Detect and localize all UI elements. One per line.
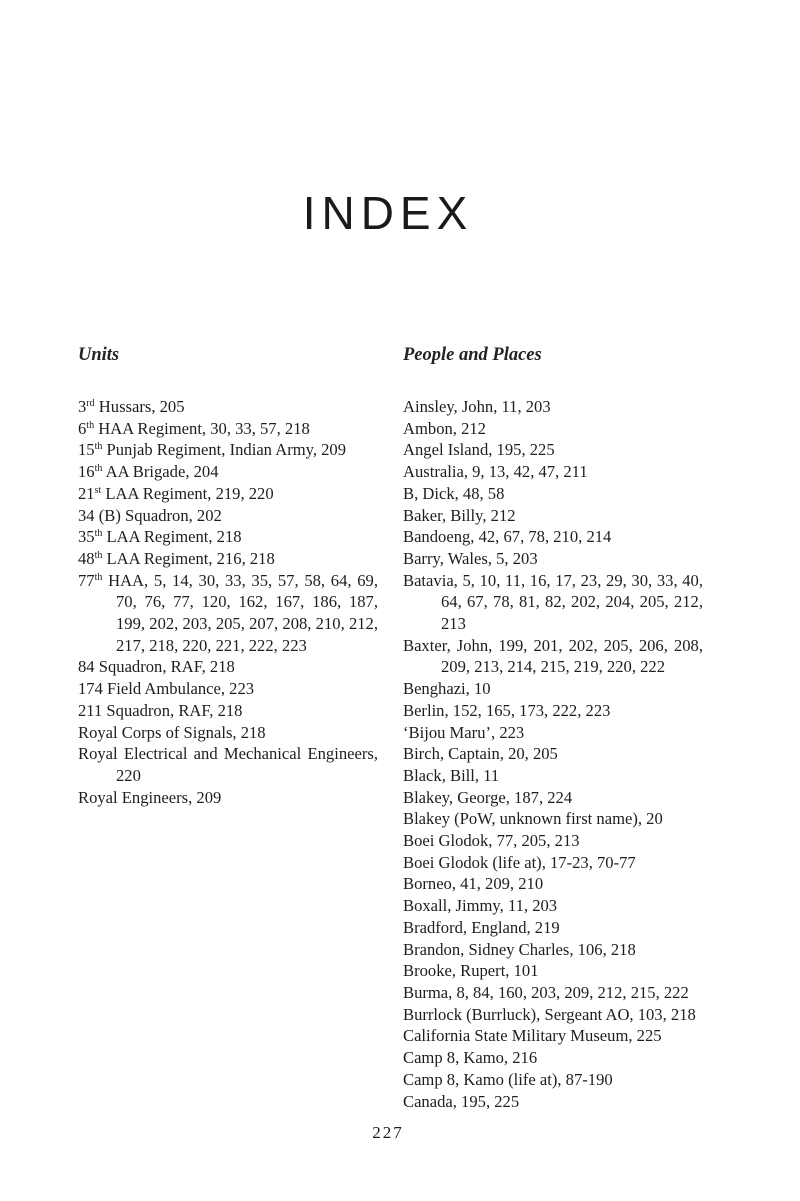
index-entry: Birch, Captain, 20, 205 [403,744,558,764]
entry-ordinal-suffix: th [94,463,103,475]
index-entry [78,570,378,657]
entry-ordinal-suffix: th [94,528,103,540]
entry-ordinal: 21 [78,483,95,503]
people-places-heading: People and Places [403,345,542,365]
index-entry: Bradford, England, 219 [403,917,560,937]
index-entry: Australia, 9, 13, 42, 47, 211 [403,462,588,482]
index-entry [78,439,378,461]
entry-ordinal: 48 [78,548,95,568]
entry-text: Punjab Regiment, Indian Army, 209 [102,440,347,460]
entry-text: HAA, 5, 14, 30, 33, 35, 57, 58, 64, 69, 70, 76, 77, 120, 162, 167, 186, 187, 199, 202, 203, 205, 207, 208, 210, 212, 217, 218, 220, 221, 222, 223 [102,570,378,655]
index-entry [78,678,378,700]
entry-text: 211 Squadron, RAF, 218 [78,700,243,720]
entry-text: 84 Squadron, RAF, 218 [78,657,235,677]
entry-ordinal-suffix: st [94,484,102,496]
entry-text: LAA Regiment, 216, 218 [102,548,275,568]
entry-ordinal: 16 [78,462,95,482]
index-entry: Barry, Wales, 5, 203 [403,548,538,568]
entry-text: AA Brigade, 204 [102,462,219,482]
index-entry: Benghazi, 10 [403,679,491,699]
entry-ordinal: 6 [78,418,87,438]
index-entry: Blakey, George, 187, 224 [403,787,573,807]
entry-text: Royal Engineers, 209 [78,787,222,807]
index-entry [78,548,378,570]
entry-ordinal-suffix: th [94,571,103,583]
index-entry [78,526,378,548]
index-entry: B, Dick, 48, 58 [403,483,505,503]
index-entry [78,418,378,440]
units-column [78,342,378,808]
index-entry: California State Military Museum, 225 [403,1026,662,1046]
index-entry: Bandoeng, 42, 67, 78, 210, 214 [403,527,612,547]
page-title: INDEX [302,186,474,239]
index-entry: Burma, 8, 84, 160, 203, 209, 212, 215, 222 [403,982,689,1002]
index-entry: Batavia, 5, 10, 11, 16, 17, 23, 29, 30, 33, 40, 64, 67, 78, 81, 82, 202, 204, 205, 212, 213 [403,570,703,634]
entry-ordinal-suffix: th [94,549,103,561]
entry-text: Hussars, 205 [94,397,185,416]
people-places-entry-list [403,396,703,1112]
entry-ordinal: 3 [78,397,87,416]
index-entry: Blakey (PoW, unknown first name), 20 [403,809,663,829]
index-entry: Boei Glodok, 77, 205, 213 [403,831,580,851]
index-entry: Berlin, 152, 165, 173, 222, 223 [403,700,611,720]
index-entry: Brooke, Rupert, 101 [403,961,539,981]
entry-ordinal-suffix: rd [86,398,95,409]
entry-ordinal-suffix: th [94,441,103,453]
index-entry: Camp 8, Kamo, 216 [403,1048,538,1068]
index-entry: Burrlock (Burrluck), Sergeant AO, 103, 218 [403,1004,696,1024]
index-entry [78,700,378,722]
index-entry: ‘Bijou Maru’, 223 [403,722,525,742]
units-heading: Units [78,345,120,365]
entry-text: 34 (B) Squadron, 202 [78,505,222,525]
index-entry [78,787,378,809]
index-entry: Ambon, 212 [403,418,486,438]
entry-text: HAA Regiment, 30, 33, 57, 218 [94,418,310,438]
index-entry: Black, Bill, 11 [403,765,500,785]
index-entry [78,396,378,418]
index-entry: Baxter, John, 199, 201, 202, 205, 206, 208, 209, 213, 214, 215, 219, 220, 222 [403,635,703,677]
people-places-column [403,342,703,1112]
index-entry: Angel Island, 195, 225 [403,440,555,460]
units-entry-list [78,396,378,808]
entry-text: 174 Field Ambulance, 223 [78,679,255,699]
index-entry [78,505,378,527]
page-number: 227 [372,1123,404,1142]
entry-text: Royal Corps of Signals, 218 [78,722,266,742]
index-entry: Camp 8, Kamo (life at), 87-190 [403,1069,613,1089]
index-entry: Ainsley, John, 11, 203 [403,397,551,416]
index-entry [78,743,378,786]
index-entry: Borneo, 41, 209, 210 [403,874,544,894]
index-entry [78,656,378,678]
entry-ordinal: 15 [78,440,95,460]
index-entry: Brandon, Sidney Charles, 106, 218 [403,939,636,959]
index-entry [78,461,378,483]
entry-ordinal: 35 [78,527,95,547]
index-entry [78,483,378,505]
index-entry: Boxall, Jimmy, 11, 203 [403,896,558,916]
index-entry [78,722,378,744]
index-entry: Baker, Billy, 212 [403,505,516,525]
entry-ordinal: 77 [78,570,95,590]
entry-ordinal-suffix: th [86,419,95,431]
entry-text: LAA Regiment, 218 [102,527,242,547]
index-entry: Canada, 195, 225 [403,1091,520,1111]
index-entry: Boei Glodok (life at), 17-23, 70-77 [403,852,636,872]
entry-text: Royal Electrical and Mechanical Engineers, 220 [78,744,378,785]
entry-text: LAA Regiment, 219, 220 [101,483,274,503]
